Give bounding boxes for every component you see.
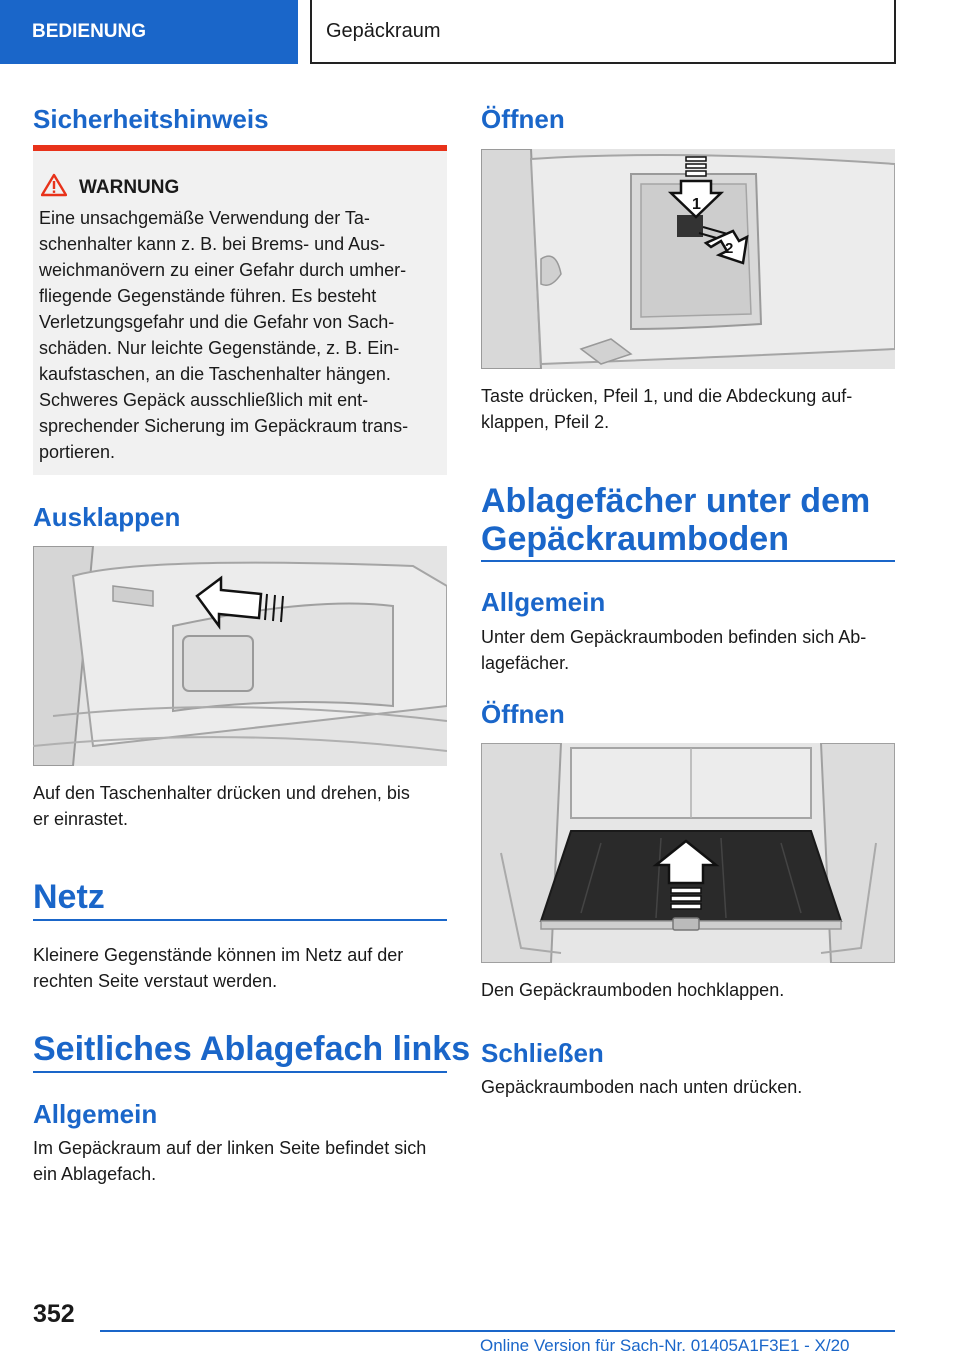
netz-heading: Netz (33, 878, 105, 916)
warning-line: Eine unsachgemäße Verwendung der Ta- (39, 208, 370, 228)
text-line: Kleinere Gegenstände können im Netz auf der (33, 945, 404, 965)
schliessen-text: Gepäckraumboden nach unten drücken. (481, 1077, 803, 1097)
footer-divider (100, 1330, 895, 1332)
netz-text (33, 942, 447, 994)
oeffnen-heading-1: Öffnen (481, 104, 565, 134)
warning-line: kaufstaschen, an die Taschenhalter hängen. (39, 364, 391, 384)
oeffnen-heading-2: Öffnen (481, 699, 565, 729)
warning-line: sprechender Sicherung im Gepäckraum trans- (39, 416, 409, 436)
section-divider (481, 560, 895, 562)
warning-triangle-icon (41, 173, 67, 197)
caption-line: Auf den Taschenhalter drücken und drehen, bis (33, 783, 410, 803)
schliessen-heading: Schließen (481, 1038, 604, 1068)
warning-line: schäden. Nur leichte Gegenstände, z. B. Ein- (39, 338, 400, 358)
text-line: rechten Seite verstaut werden. (33, 971, 278, 991)
heading-line: Ablagefächer unter dem (481, 482, 871, 520)
warning-label: WARNUNG (79, 177, 180, 198)
luggage-floor-illustration (481, 743, 895, 963)
warning-box (33, 145, 447, 475)
text-line: Unter dem Gepäckraumboden befinden sich Ab- (481, 627, 867, 647)
caption-line: Taste drücken, Pfeil 1, und die Abdeckung auf- (481, 386, 853, 406)
caption-line: er einrastet. (33, 809, 129, 829)
warning-line: schenhalter kann z. B. bei Brems- und Aus- (39, 234, 386, 254)
warning-line: weichmanövern zu einer Gefahr durch umher- (39, 260, 407, 280)
safety-heading: Sicherheitshinweis (33, 104, 269, 134)
allgemein-heading-right: Allgemein (481, 587, 606, 617)
chapter-title: Gepäckraum (326, 19, 441, 42)
seitlich-heading: Seitliches Ablagefach links (33, 1030, 471, 1068)
ausklappen-heading: Ausklappen (33, 502, 181, 532)
warning-text (39, 205, 439, 465)
section-label: BEDIENUNG (32, 21, 147, 42)
text-line: Im Gepäckraum auf der linken Seite befindet sich (33, 1138, 427, 1158)
arrow-label-1: 1 (692, 196, 701, 213)
oeffnen-caption-2: Den Gepäckraumboden hochklappen. (481, 980, 785, 1000)
chapter-title-box (310, 0, 896, 64)
warning-line: Schweres Gepäck ausschließlich mit ent- (39, 390, 369, 410)
ausklappen-caption (33, 780, 447, 832)
page-number: 352 (33, 1300, 75, 1328)
heading-line: Gepäckraumboden (481, 520, 789, 558)
warning-line: Verletzungsgefahr und die Gefahr von Sach- (39, 312, 395, 332)
section-tab (0, 0, 298, 64)
figure-side-compartment (481, 149, 895, 369)
figure-luggage-floor (481, 743, 895, 963)
figure-bag-hook (33, 546, 447, 766)
oeffnen-caption-1 (481, 383, 895, 435)
text-line: ein Ablagefach. (33, 1164, 157, 1184)
online-version-text: Online Version für Sach-Nr. 01405A1F3E1 - X/20 (480, 1336, 850, 1355)
bag-hook-illustration (33, 546, 447, 766)
side-compartment-illustration (481, 149, 895, 369)
caption-line: klappen, Pfeil 2. (481, 412, 610, 432)
allgemein-text-left (33, 1135, 453, 1187)
warning-line: portieren. (39, 442, 116, 462)
text-line: lagefächer. (481, 653, 570, 673)
section-divider (33, 1071, 447, 1073)
ablage-heading (481, 482, 895, 558)
allgemein-heading-left: Allgemein (33, 1099, 158, 1129)
allgemein-text-right (481, 624, 901, 676)
warning-line: fliegende Gegenstände führen. Es besteht (39, 286, 377, 306)
section-divider (33, 919, 447, 921)
arrow-label-2: 2 (725, 240, 734, 257)
